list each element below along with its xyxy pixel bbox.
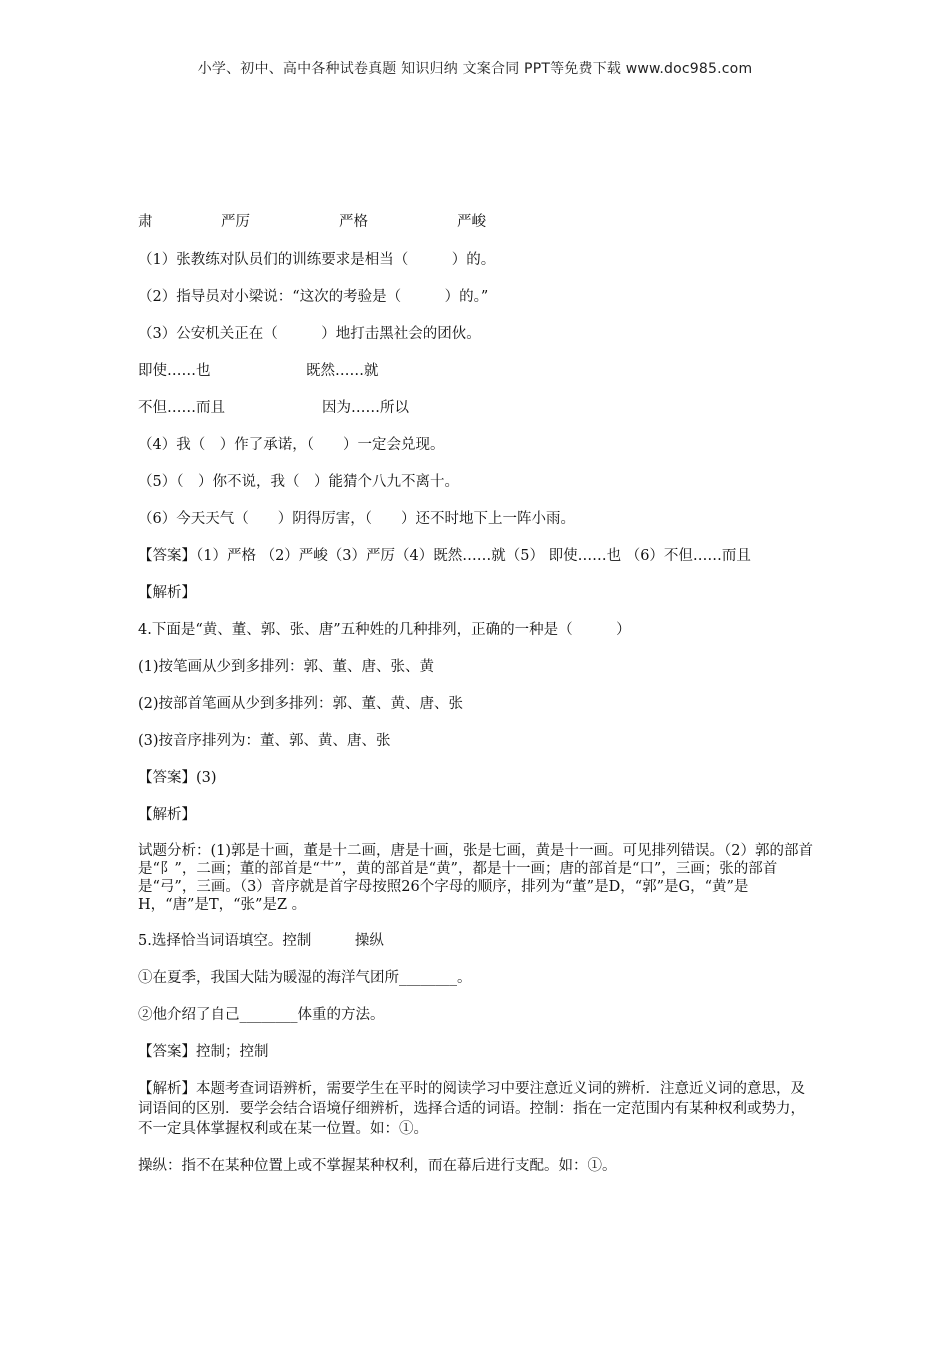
question-4-option-1: (1)按笔画从少到多排列：郭、董、唐、张、黄 — [138, 659, 435, 675]
word-option: 既然……就 — [306, 363, 379, 379]
document-body — [138, 210, 818, 1176]
analysis-3-text: 【解析】本题考查词语辨析，需要学生在平时的阅读学习中要注意近义词的辨析．注意近义词的意思，及词语间的区别．要学会结合语境仔细辨析，选择合适的词语。控制：指在一定范围内有某种权利或势力，不一定具体掌握权利或在某一位置。如：①。 — [138, 1081, 805, 1137]
question-3: （3）公安机关正在（ ）地打击黑社会的团伙。 — [138, 326, 481, 342]
question-4-option-3: (3)按音序排列为：董、郭、黄、唐、张 — [138, 733, 391, 749]
analysis-2-text: 试题分析：(1)郭是十画，董是十二画，唐是十画，张是七画，黄是十一画。可见排列错误。（2）郭的部首是“阝”，二画；董的部首是“艹”，黄的部首是“黄”，都是十一画；唐的部首是“口”，三画；张的部首是“弓”，三画。（3）音序就是首字母按照26个字母的顺序，排列为“董”是D，“郭”是G，“黄”是H，“唐”是T，“张”是Z 。 — [138, 843, 814, 913]
page-header: 小学、初中、高中各种试卷真题 知识归纳 文案合同 PPT等免费下载 www.doc985.com — [197, 61, 753, 77]
question-5-item-2: ②他介绍了自己________体重的方法。 — [138, 1007, 385, 1023]
question-5-item-1: ①在夏季，我国大陆为暖湿的海洋气团所________。 — [138, 970, 472, 986]
answer-1: 【答案】（1）严格 （2）严峻（3）严厉（4）既然……就（5） 即使……也 （6）不但……而且 — [138, 548, 751, 564]
answer-2: 【答案】(3) — [138, 770, 217, 786]
question-4-option-2: (2)按部首笔画从少到多排列：郭、董、黄、唐、张 — [138, 696, 464, 712]
word-option: 严厉 — [221, 214, 250, 230]
question-2: （2）指导员对小梁说：“这次的考验是（ ）的。” — [138, 289, 489, 305]
question-4: （4）我（ ）作了承诺，（ ）一定会兑现。 — [138, 437, 445, 453]
word-bank-2b — [138, 398, 818, 418]
word-bank-2a — [138, 361, 818, 381]
question-6: （6）今天天气（ ）阴得厉害，（ ）还不时地下上一阵小雨。 — [138, 511, 575, 527]
word-option: 严峻 — [457, 214, 486, 230]
answer-3: 【答案】控制；控制 — [138, 1044, 269, 1060]
word-option: 肃 — [138, 214, 153, 230]
word-option: 因为……所以 — [322, 400, 409, 416]
question-1: （1）张教练对队员们的训练要求是相当（ ）的。 — [138, 252, 496, 268]
analysis-1-heading: 【解析】 — [138, 585, 196, 601]
word-option: 即使……也 — [138, 363, 211, 379]
question-5-title: 5.选择恰当词语填空。控制 操纵 — [138, 933, 384, 949]
word-bank-1 — [138, 212, 818, 232]
question-4-title: 4.下面是“黄、董、郭、张、唐”五种姓的几种排列，正确的一种是（ ） — [138, 622, 631, 638]
word-option: 严格 — [339, 214, 368, 230]
analysis-2-heading: 【解析】 — [138, 807, 196, 823]
analysis-3-text-2: 操纵：指不在某种位置上或不掌握某种权利，而在幕后进行支配。如：①。 — [138, 1158, 617, 1174]
word-option: 不但……而且 — [138, 400, 225, 416]
question-5: （5）（ ）你不说，我（ ）能猜个八九不离十。 — [138, 474, 459, 490]
